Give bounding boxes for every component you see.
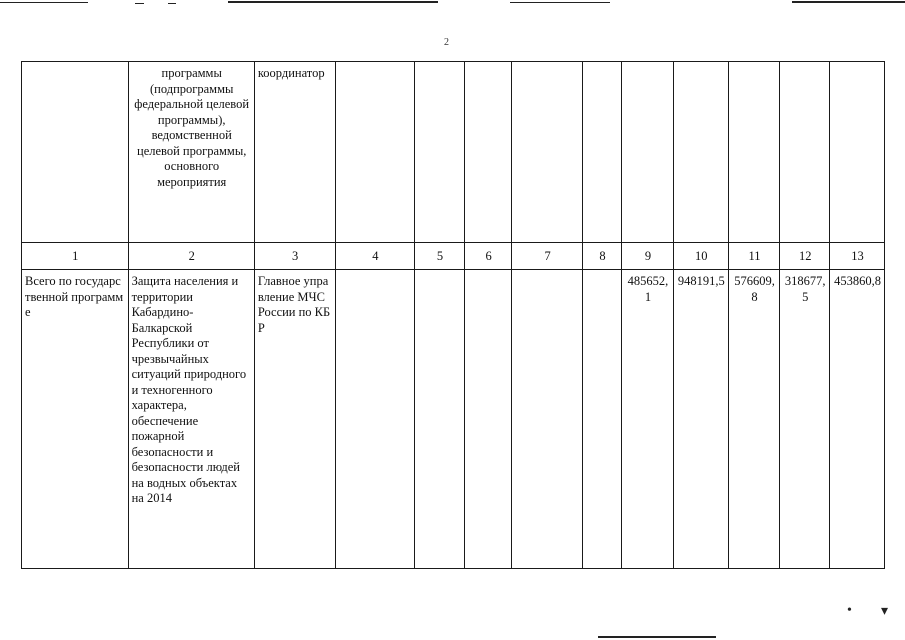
data-cell	[464, 270, 512, 569]
scan-mark	[168, 3, 176, 4]
scan-mark	[510, 2, 610, 3]
scan-speck: ▾	[881, 604, 889, 619]
data-cell	[582, 270, 621, 569]
header-cell	[622, 62, 674, 243]
column-number: 7	[512, 243, 582, 270]
header-cell	[335, 62, 415, 243]
column-number-row	[22, 243, 885, 270]
scan-mark	[598, 636, 716, 638]
value-cell: 485652,1	[622, 270, 674, 569]
column-number: 11	[728, 243, 780, 270]
column-number: 12	[780, 243, 830, 270]
value-cell: 948191,5	[673, 270, 728, 569]
header-cell	[673, 62, 728, 243]
coordinator-name: Главное управление МЧС России по КБР	[254, 270, 335, 569]
column-number: 9	[622, 243, 674, 270]
column-number: 3	[254, 243, 335, 270]
scan-mark	[135, 3, 144, 4]
scan-speck: •	[847, 603, 852, 618]
value-cell: 318677,5	[780, 270, 830, 569]
column-number: 5	[415, 243, 465, 270]
header-cell-program-type: программы (подпрограммы федеральной целевой программы), ведомственной целевой программы, основного мероприятия	[128, 62, 254, 243]
scan-mark	[228, 1, 438, 3]
header-cell	[728, 62, 780, 243]
header-cell	[22, 62, 129, 243]
column-number: 8	[582, 243, 621, 270]
header-cell-coordinator: координатор	[254, 62, 335, 243]
header-cell	[780, 62, 830, 243]
value-cell: 453860,8	[830, 270, 885, 569]
row-label: Всего по государственной программе	[22, 270, 129, 569]
header-cell	[512, 62, 582, 243]
header-cell	[415, 62, 465, 243]
column-number: 10	[673, 243, 728, 270]
program-table	[21, 61, 885, 569]
page-number: 2	[444, 37, 449, 48]
column-number: 2	[128, 243, 254, 270]
column-number: 6	[464, 243, 512, 270]
data-cell	[415, 270, 465, 569]
data-cell	[335, 270, 415, 569]
scan-mark	[792, 1, 905, 3]
program-name: Защита населения и территории Кабардино-Балкарской Республики от чрезвычайных ситуаций природного и техногенного характера, обеспечение пожарной безопасности и безопасности людей на водных объектах на 2014	[128, 270, 254, 569]
scan-mark	[0, 2, 88, 3]
header-cell	[582, 62, 621, 243]
table-row	[22, 270, 885, 569]
column-number: 1	[22, 243, 129, 270]
data-cell	[512, 270, 582, 569]
header-cell	[830, 62, 885, 243]
column-number: 13	[830, 243, 885, 270]
value-cell: 576609,8	[728, 270, 780, 569]
header-cell	[464, 62, 512, 243]
column-number: 4	[335, 243, 415, 270]
header-row	[22, 62, 885, 243]
